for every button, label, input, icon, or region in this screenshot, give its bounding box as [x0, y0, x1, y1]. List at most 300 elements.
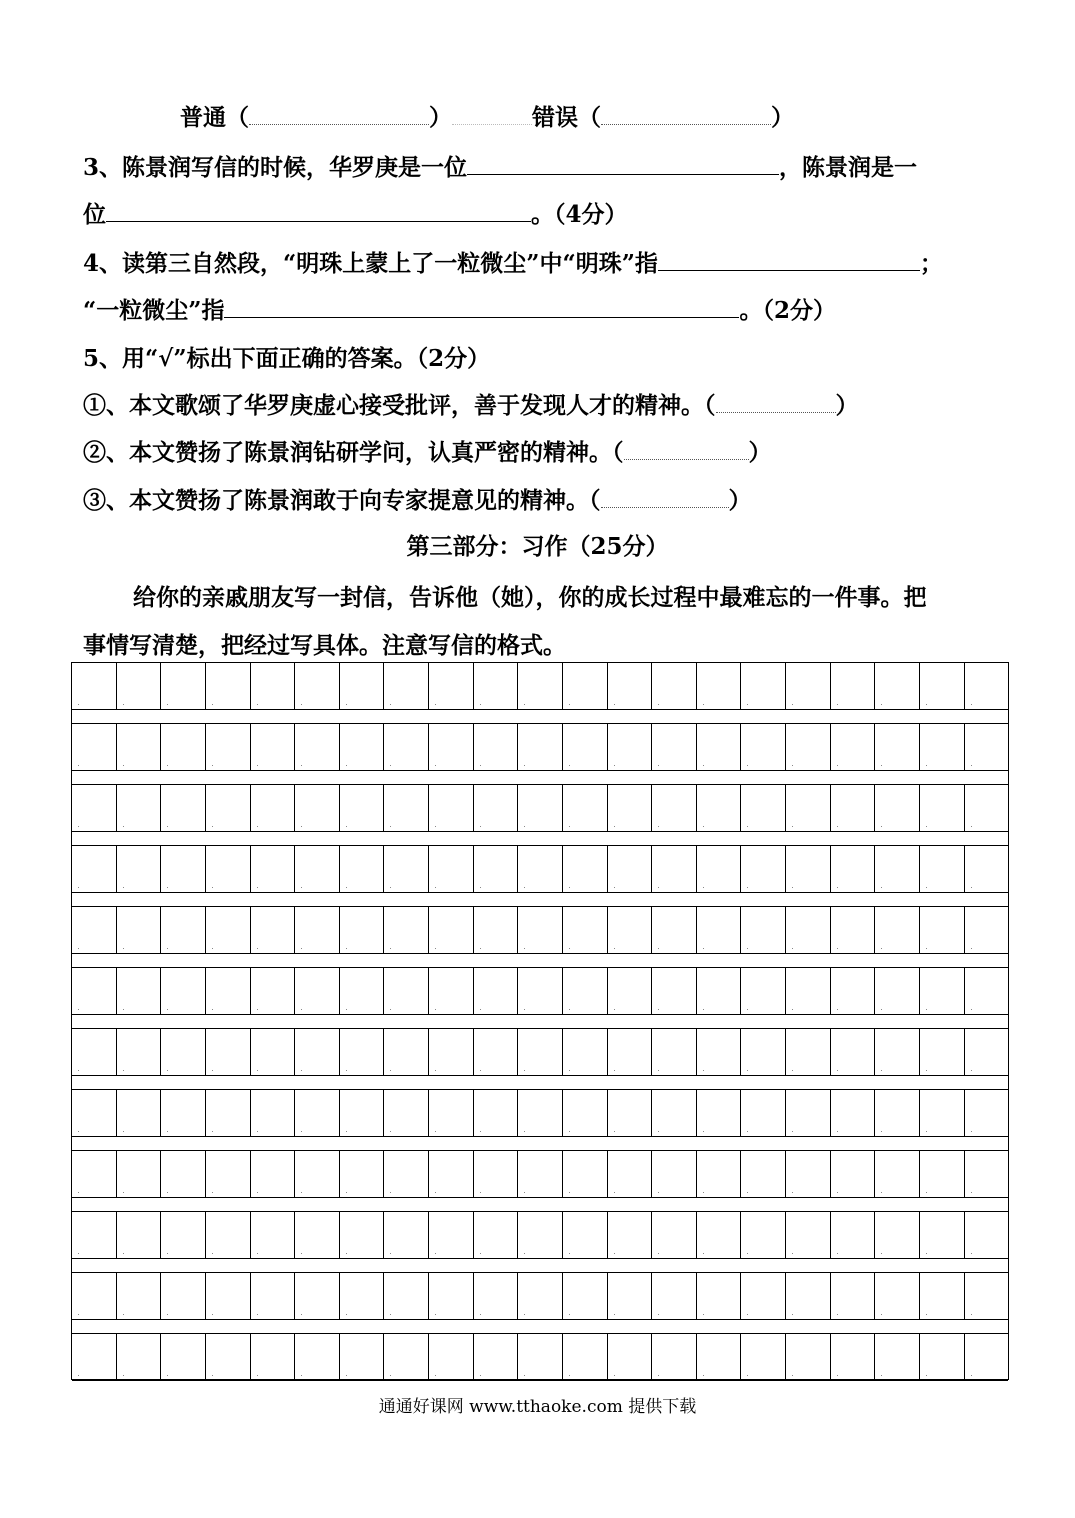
spacer-dots — [452, 108, 532, 125]
q5-option-3 — [83, 486, 752, 516]
grid-cell[interactable] — [563, 1090, 608, 1136]
grid-cell[interactable] — [72, 785, 117, 831]
grid-cell[interactable] — [697, 663, 742, 709]
wrong-answer-field[interactable] — [601, 108, 771, 125]
grid-cell[interactable] — [429, 907, 474, 953]
grid-row — [72, 1272, 1008, 1320]
grid-cell[interactable] — [117, 785, 162, 831]
grid-cell[interactable] — [251, 1334, 296, 1380]
grid-cell[interactable] — [340, 785, 385, 831]
grid-cell[interactable] — [920, 663, 965, 709]
q5-option-2-answer[interactable] — [624, 443, 749, 460]
grid-cell[interactable] — [295, 968, 340, 1014]
grid-cell[interactable] — [875, 1090, 920, 1136]
grid-cell[interactable] — [518, 724, 563, 770]
grid-cell[interactable] — [384, 1273, 429, 1319]
grid-cell[interactable] — [831, 1029, 876, 1075]
grid-cell[interactable] — [697, 1334, 742, 1380]
grid-cell[interactable] — [697, 1151, 742, 1197]
grid-cell[interactable] — [786, 1151, 831, 1197]
grid-cell[interactable] — [965, 1029, 1009, 1075]
grid-cell[interactable] — [206, 968, 251, 1014]
grid-cell[interactable] — [875, 1029, 920, 1075]
grid-cell[interactable] — [474, 663, 519, 709]
grid-cell[interactable] — [429, 968, 474, 1014]
q5-option-2 — [83, 438, 772, 468]
grid-cell[interactable] — [72, 663, 117, 709]
grid-cell[interactable] — [429, 663, 474, 709]
grid-cell[interactable] — [518, 1090, 563, 1136]
grid-cell[interactable] — [697, 1273, 742, 1319]
q5-option-2-close: ） — [748, 439, 772, 466]
grid-cell[interactable] — [206, 1151, 251, 1197]
grid-cell[interactable] — [72, 1090, 117, 1136]
grid-cell[interactable] — [965, 1273, 1009, 1319]
grid-cell[interactable] — [384, 1151, 429, 1197]
grid-cell[interactable] — [251, 1273, 296, 1319]
grid-cell[interactable] — [161, 968, 206, 1014]
grid-cell[interactable] — [251, 968, 296, 1014]
q5-option-2-text: ②、本文赞扬了陈景润钻研学问，认真严密的精神。（ — [83, 439, 624, 466]
grid-cell[interactable] — [206, 1212, 251, 1258]
grid-cell[interactable] — [831, 846, 876, 892]
grid-cell[interactable] — [295, 907, 340, 953]
grid-cell[interactable] — [72, 1029, 117, 1075]
grid-cell[interactable] — [340, 846, 385, 892]
ordinary-label: 普通（ — [180, 104, 249, 131]
grid-cell[interactable] — [474, 1090, 519, 1136]
grid-cell[interactable] — [920, 1212, 965, 1258]
grid-cell[interactable] — [697, 846, 742, 892]
grid-cell[interactable] — [875, 724, 920, 770]
grid-cell[interactable] — [608, 663, 653, 709]
grid-cell[interactable] — [251, 1090, 296, 1136]
grid-cell[interactable] — [474, 785, 519, 831]
question-4-text-2: “一粒微尘”指 — [83, 297, 225, 324]
grid-cell[interactable] — [251, 846, 296, 892]
grid-cell[interactable] — [72, 846, 117, 892]
grid-cell[interactable] — [608, 1273, 653, 1319]
grid-cell[interactable] — [384, 1334, 429, 1380]
grid-cell[interactable] — [72, 907, 117, 953]
grid-cell[interactable] — [384, 663, 429, 709]
grid-cell[interactable] — [474, 846, 519, 892]
grid-cell[interactable] — [920, 1151, 965, 1197]
grid-cell[interactable] — [786, 785, 831, 831]
grid-cell[interactable] — [786, 724, 831, 770]
grid-cell[interactable] — [697, 1090, 742, 1136]
q5-option-3-answer[interactable] — [601, 491, 729, 508]
grid-cell[interactable] — [206, 663, 251, 709]
grid-cell[interactable] — [697, 785, 742, 831]
grid-cell[interactable] — [384, 1029, 429, 1075]
grid-cell[interactable] — [206, 1334, 251, 1380]
ordinary-answer-field[interactable] — [249, 108, 429, 125]
question-3-score: 。（4分） — [531, 201, 628, 228]
grid-cell[interactable] — [786, 846, 831, 892]
grid-cell[interactable] — [429, 1090, 474, 1136]
grid-cell[interactable] — [741, 663, 786, 709]
grid-row — [72, 1028, 1008, 1076]
grid-cell[interactable] — [697, 724, 742, 770]
grid-cell[interactable] — [608, 1029, 653, 1075]
grid-cell[interactable] — [920, 1029, 965, 1075]
grid-cell[interactable] — [831, 1334, 876, 1380]
grid-cell[interactable] — [161, 1029, 206, 1075]
grid-cell[interactable] — [474, 907, 519, 953]
wrong-label: 错误（ — [532, 104, 601, 131]
grid-cell[interactable] — [384, 968, 429, 1014]
q5-option-3-close: ） — [728, 487, 752, 514]
grid-cell[interactable] — [965, 907, 1009, 953]
grid-cell[interactable] — [652, 1151, 697, 1197]
grid-cell[interactable] — [518, 785, 563, 831]
grid-cell[interactable] — [117, 968, 162, 1014]
grid-cell[interactable] — [965, 1334, 1009, 1380]
grid-cell[interactable] — [831, 1212, 876, 1258]
grid-cell[interactable] — [161, 785, 206, 831]
grid-cell[interactable] — [518, 1334, 563, 1380]
grid-cell[interactable] — [875, 846, 920, 892]
grid-cell[interactable] — [563, 968, 608, 1014]
grid-cell[interactable] — [608, 724, 653, 770]
grid-cell[interactable] — [652, 1273, 697, 1319]
grid-cell[interactable] — [518, 1273, 563, 1319]
grid-cell[interactable] — [117, 663, 162, 709]
grid-cell[interactable] — [206, 724, 251, 770]
grid-cell[interactable] — [741, 968, 786, 1014]
grid-cell[interactable] — [563, 907, 608, 953]
grid-cell[interactable] — [340, 907, 385, 953]
grid-cell[interactable] — [340, 1273, 385, 1319]
question-4-text: 4、读第三自然段，“明珠上蒙上了一粒微尘”中“明珠”指 — [83, 250, 658, 277]
grid-cell[interactable] — [652, 663, 697, 709]
grid-cell[interactable] — [563, 724, 608, 770]
grid-cell[interactable] — [474, 1212, 519, 1258]
grid-cell[interactable] — [474, 1151, 519, 1197]
grid-cell[interactable] — [741, 907, 786, 953]
grid-cell[interactable] — [340, 1090, 385, 1136]
grid-cell[interactable] — [608, 1151, 653, 1197]
grid-cell[interactable] — [965, 1151, 1009, 1197]
grid-cell[interactable] — [563, 785, 608, 831]
grid-cell[interactable] — [608, 968, 653, 1014]
grid-cell[interactable] — [117, 1212, 162, 1258]
grid-cell[interactable] — [920, 1334, 965, 1380]
grid-cell[interactable] — [474, 1029, 519, 1075]
grid-cell[interactable] — [518, 846, 563, 892]
grid-cell[interactable] — [251, 1029, 296, 1075]
grid-cell[interactable] — [295, 724, 340, 770]
grid-cell[interactable] — [518, 1151, 563, 1197]
grid-cell[interactable] — [652, 846, 697, 892]
grid-cell[interactable] — [251, 663, 296, 709]
grid-cell[interactable] — [608, 846, 653, 892]
grid-cell[interactable] — [608, 1212, 653, 1258]
grid-cell[interactable] — [117, 1151, 162, 1197]
grid-cell[interactable] — [295, 1090, 340, 1136]
grid-cell[interactable] — [786, 1090, 831, 1136]
grid-cell[interactable] — [563, 1151, 608, 1197]
grid-cell[interactable] — [251, 785, 296, 831]
grid-cell[interactable] — [72, 1273, 117, 1319]
grid-cell[interactable] — [206, 907, 251, 953]
grid-cell[interactable] — [741, 1334, 786, 1380]
question-3-line2 — [83, 199, 628, 230]
grid-cell[interactable] — [295, 785, 340, 831]
grid-cell[interactable] — [429, 1212, 474, 1258]
grid-row — [72, 967, 1008, 1015]
grid-cell[interactable] — [697, 1029, 742, 1075]
q4-answer-blank-1[interactable] — [658, 248, 920, 271]
grid-cell[interactable] — [518, 1212, 563, 1258]
grid-cell[interactable] — [384, 724, 429, 770]
grid-cell[interactable] — [831, 968, 876, 1014]
grid-cell[interactable] — [518, 907, 563, 953]
grid-cell[interactable] — [875, 1212, 920, 1258]
grid-cell[interactable] — [384, 846, 429, 892]
grid-cell[interactable] — [920, 907, 965, 953]
grid-cell[interactable] — [831, 663, 876, 709]
grid-cell[interactable] — [875, 1334, 920, 1380]
grid-cell[interactable] — [786, 1273, 831, 1319]
grid-cell[interactable] — [697, 907, 742, 953]
grid-cell[interactable] — [875, 785, 920, 831]
grid-cell[interactable] — [741, 785, 786, 831]
grid-cell[interactable] — [161, 724, 206, 770]
grid-cell[interactable] — [875, 1273, 920, 1319]
question-3-line1 — [83, 152, 917, 183]
grid-cell[interactable] — [340, 663, 385, 709]
grid-cell[interactable] — [786, 663, 831, 709]
grid-cell[interactable] — [965, 846, 1009, 892]
grid-cell[interactable] — [920, 1090, 965, 1136]
grid-cell[interactable] — [117, 724, 162, 770]
grid-cell[interactable] — [563, 1212, 608, 1258]
grid-cell[interactable] — [563, 846, 608, 892]
grid-cell[interactable] — [920, 785, 965, 831]
grid-cell[interactable] — [251, 1212, 296, 1258]
grid-cell[interactable] — [474, 1273, 519, 1319]
grid-cell[interactable] — [965, 724, 1009, 770]
q4-answer-blank-2[interactable] — [224, 295, 739, 318]
question-4-line1 — [83, 248, 943, 279]
grid-cell[interactable] — [340, 1212, 385, 1258]
grid-cell[interactable] — [741, 1212, 786, 1258]
grid-cell[interactable] — [920, 1273, 965, 1319]
grid-cell[interactable] — [652, 1029, 697, 1075]
question-4-score: 。（2分） — [739, 297, 836, 324]
question-4-semicolon: ； — [919, 250, 943, 277]
grid-cell[interactable] — [206, 846, 251, 892]
grid-cell[interactable] — [72, 1334, 117, 1380]
grid-cell[interactable] — [117, 1273, 162, 1319]
grid-cell[interactable] — [875, 663, 920, 709]
grid-cell[interactable] — [384, 907, 429, 953]
grid-cell[interactable] — [652, 785, 697, 831]
grid-cell[interactable] — [965, 968, 1009, 1014]
grid-cell[interactable] — [117, 1090, 162, 1136]
grid-cell[interactable] — [831, 724, 876, 770]
grid-cell[interactable] — [206, 1090, 251, 1136]
q5-option-1 — [83, 391, 859, 421]
composition-prompt-line1: 给你的亲戚朋友写一封信，告诉他（她），你的成长过程中最难忘的一件事。把 — [133, 584, 927, 611]
grid-cell[interactable] — [652, 1212, 697, 1258]
grid-cell[interactable] — [295, 1029, 340, 1075]
grid-cell[interactable] — [340, 968, 385, 1014]
grid-cell[interactable] — [161, 663, 206, 709]
grid-cell[interactable] — [697, 968, 742, 1014]
grid-cell[interactable] — [563, 1273, 608, 1319]
grid-row — [72, 784, 1008, 832]
grid-cell[interactable] — [741, 1090, 786, 1136]
grid-cell[interactable] — [608, 785, 653, 831]
grid-cell[interactable] — [741, 724, 786, 770]
grid-cell[interactable] — [741, 846, 786, 892]
grid-cell[interactable] — [652, 724, 697, 770]
grid-cell[interactable] — [920, 724, 965, 770]
grid-cell[interactable] — [741, 1151, 786, 1197]
grid-cell[interactable] — [786, 1334, 831, 1380]
grid-cell[interactable] — [741, 1273, 786, 1319]
grid-cell[interactable] — [161, 1151, 206, 1197]
grid-cell[interactable] — [161, 1334, 206, 1380]
grid-cell[interactable] — [608, 1090, 653, 1136]
ordinary-close-paren: ） — [429, 104, 452, 131]
grid-cell[interactable] — [831, 1090, 876, 1136]
grid-cell[interactable] — [384, 1212, 429, 1258]
grid-cell[interactable] — [563, 1029, 608, 1075]
question-4-line2 — [83, 295, 836, 326]
grid-cell[interactable] — [161, 1212, 206, 1258]
grid-cell[interactable] — [608, 1334, 653, 1380]
grid-cell[interactable] — [206, 1273, 251, 1319]
grid-cell[interactable] — [786, 968, 831, 1014]
grid-cell[interactable] — [340, 1334, 385, 1380]
grid-cell[interactable] — [429, 846, 474, 892]
grid-cell[interactable] — [72, 1151, 117, 1197]
grid-row — [72, 906, 1008, 954]
question-3-text-2: ，陈景润是一 — [779, 154, 918, 181]
grid-cell[interactable] — [786, 1212, 831, 1258]
grid-row — [72, 662, 1008, 710]
grid-cell[interactable] — [652, 968, 697, 1014]
grid-cell[interactable] — [161, 907, 206, 953]
grid-cell[interactable] — [875, 907, 920, 953]
grid-cell[interactable] — [831, 1151, 876, 1197]
writing-grid[interactable] — [71, 662, 1009, 1380]
grid-cell[interactable] — [965, 1212, 1009, 1258]
q5-option-1-text: ①、本文歌颂了华罗庚虚心接受批评，善于发现人才的精神。（ — [83, 392, 716, 419]
grid-cell[interactable] — [429, 1151, 474, 1197]
q3-answer-blank-1[interactable] — [467, 152, 779, 175]
grid-cell[interactable] — [786, 907, 831, 953]
q3-answer-blank-2[interactable] — [106, 199, 531, 222]
grid-row — [72, 1089, 1008, 1137]
section-3-title: 第三部分：习作（25分） — [406, 533, 669, 560]
grid-cell[interactable] — [652, 907, 697, 953]
grid-cell[interactable] — [117, 907, 162, 953]
grid-cell[interactable] — [875, 968, 920, 1014]
grid-cell[interactable] — [295, 846, 340, 892]
grid-cell[interactable] — [831, 907, 876, 953]
grid-cell[interactable] — [340, 724, 385, 770]
grid-cell[interactable] — [563, 1334, 608, 1380]
grid-cell[interactable] — [474, 968, 519, 1014]
grid-cell[interactable] — [340, 1029, 385, 1075]
grid-cell[interactable] — [251, 1151, 296, 1197]
grid-cell[interactable] — [161, 1273, 206, 1319]
grid-cell[interactable] — [161, 846, 206, 892]
grid-cell[interactable] — [965, 663, 1009, 709]
grid-cell[interactable] — [206, 1029, 251, 1075]
grid-cell[interactable] — [429, 785, 474, 831]
question-3-text-3: 位 — [83, 201, 106, 228]
grid-cell[interactable] — [831, 1273, 876, 1319]
grid-cell[interactable] — [117, 1029, 162, 1075]
grid-cell[interactable] — [206, 785, 251, 831]
grid-cell[interactable] — [474, 724, 519, 770]
grid-cell[interactable] — [295, 1151, 340, 1197]
grid-cell[interactable] — [72, 724, 117, 770]
grid-cell[interactable] — [875, 1151, 920, 1197]
grid-cell[interactable] — [429, 1029, 474, 1075]
grid-cell[interactable] — [251, 724, 296, 770]
grid-row — [72, 1333, 1008, 1381]
grid-cell[interactable] — [117, 846, 162, 892]
grid-cell[interactable] — [563, 663, 608, 709]
grid-cell[interactable] — [429, 1273, 474, 1319]
grid-cell[interactable] — [295, 1212, 340, 1258]
footer-text: 通通好课网 www.tthaoke.com 提供下载 — [378, 1397, 697, 1417]
grid-cell[interactable] — [518, 663, 563, 709]
grid-row — [72, 723, 1008, 771]
grid-cell[interactable] — [72, 1212, 117, 1258]
q5-option-1-answer[interactable] — [716, 396, 836, 413]
grid-cell[interactable] — [295, 663, 340, 709]
grid-cell[interactable] — [251, 907, 296, 953]
grid-cell[interactable] — [117, 1334, 162, 1380]
grid-cell[interactable] — [429, 724, 474, 770]
grid-cell[interactable] — [831, 785, 876, 831]
grid-cell[interactable] — [652, 1334, 697, 1380]
grid-cell[interactable] — [786, 1029, 831, 1075]
grid-cell[interactable] — [741, 1029, 786, 1075]
grid-cell[interactable] — [72, 968, 117, 1014]
grid-cell[interactable] — [429, 1334, 474, 1380]
grid-cell[interactable] — [295, 1334, 340, 1380]
wrong-close-paren: ） — [771, 104, 794, 131]
grid-cell[interactable] — [384, 785, 429, 831]
grid-row — [72, 845, 1008, 893]
grid-cell[interactable] — [965, 1090, 1009, 1136]
q5-option-3-text: ③、本文赞扬了陈景润敢于向专家提意见的精神。（ — [83, 487, 601, 514]
grid-cell[interactable] — [518, 968, 563, 1014]
grid-cell[interactable] — [920, 846, 965, 892]
question-3-text: 3、陈景润写信的时候，华罗庚是一位 — [83, 154, 468, 181]
grid-cell[interactable] — [608, 907, 653, 953]
grid-cell[interactable] — [474, 1334, 519, 1380]
grid-cell[interactable] — [920, 968, 965, 1014]
grid-cell[interactable] — [652, 1090, 697, 1136]
grid-cell[interactable] — [161, 1090, 206, 1136]
grid-cell[interactable] — [295, 1273, 340, 1319]
grid-cell[interactable] — [518, 1029, 563, 1075]
grid-cell[interactable] — [697, 1212, 742, 1258]
grid-cell[interactable] — [965, 785, 1009, 831]
grid-cell[interactable] — [384, 1090, 429, 1136]
grid-cell[interactable] — [340, 1151, 385, 1197]
